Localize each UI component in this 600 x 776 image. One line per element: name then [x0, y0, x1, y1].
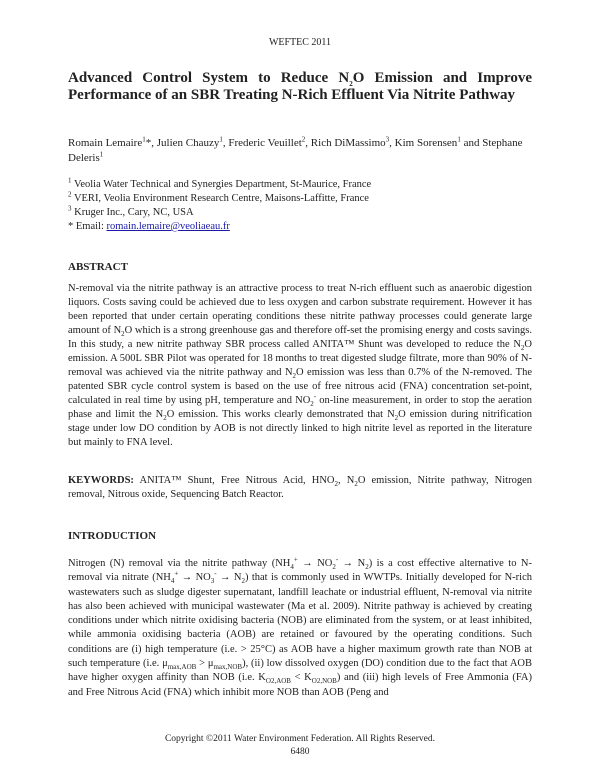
- email-label: * Email:: [68, 221, 104, 232]
- abstract-text: [68, 282, 532, 450]
- subscript: 2: [292, 372, 297, 381]
- running-header: WEFTEC 2011: [268, 37, 332, 48]
- keywords-text: O emission, Nitrite pathway, Nitrogen removal, Nitrous oxide, Sequencing Batch Reactor.: [68, 475, 532, 500]
- subscript: 2: [121, 330, 125, 339]
- abstract-fragment: N-removal via the nitrite pathway is an attractive process to treat N-rich effluent such as anaerobic digestion liquors. Costs saving could be achieved due to less oxygen and carbon substrate requirement. However it has been reported that under certain operating conditions these nitrite pathway processes could generate large amount of N: [68, 283, 532, 336]
- affiliation-text: VERI, Veolia Environment Research Centre, Maisons-Laffitte, France: [73, 193, 369, 204]
- author: Frederic Veuillet: [228, 137, 302, 149]
- superscript: -: [313, 392, 317, 401]
- intro-fragment: > μ: [196, 658, 214, 670]
- author-list: Romain Lemaire$^1$*, Julien Chauzy$^1$, Frederic Veuillet$^2$, Rich DiMassimo$^3$, Kim Sorensen$^1$ and Stephane Deleris$^1$: [68, 135, 523, 164]
- subscript: 2: [354, 480, 358, 489]
- intro-fragment: ) that is commonly used in WWTPs. Initially developed for N-rich wastewaters such as sludge digester supernatant, landfill leachate or industrial effluent, N-removal via nitrite has also been achieved with municipal wastewater (Ma et al. 2009). Nitrite pathway is achieved by creating conditions under which nitrite oxidising bacteria (NOB) are eliminated from the system, or at least inhibited, while ammonia oxidising bacteria (AOB) are retained or favoured by the operating conditions. Such conditions are (i) high temperature (i.e. > 25°C) as AOB have a higher maximum growth rate than NOB at such temperature (i.e. μ: [68, 572, 532, 670]
- introduction-text: [68, 557, 532, 700]
- affiliation-list: [68, 178, 532, 234]
- superscript: -: [335, 555, 339, 564]
- title-text: Advanced Control System to Reduce N: [68, 70, 350, 86]
- affiliation: [68, 178, 532, 192]
- intro-fragment: → NO: [297, 558, 333, 569]
- superscript: +: [174, 569, 179, 578]
- author: Rich DiMassimo: [310, 137, 386, 149]
- author-affiliation-mark: 2: [301, 135, 306, 144]
- affiliation: [68, 192, 532, 206]
- affiliation-mark: 3: [68, 204, 72, 213]
- subscript: 4: [290, 563, 294, 572]
- author: Stephane Deleris: [68, 137, 523, 164]
- affiliation-text: Kruger Inc., Cary, NC, USA: [74, 207, 194, 218]
- subscript: 2: [310, 400, 314, 409]
- keywords-paragraph: [68, 474, 532, 502]
- abstract-fragment: O emission. This works clearly demonstrated that N: [166, 409, 395, 420]
- intro-fragment: → N: [338, 558, 366, 569]
- paper-title: [68, 70, 532, 104]
- title-text: O Emission and Improve Performance of an SBR Treating N-Rich Effluent Via Nitrite Pathway: [68, 70, 532, 103]
- superscript: -: [214, 569, 217, 578]
- keywords-text: ANITA™ Shunt, Free Nitrous Acid, HNO: [133, 475, 335, 486]
- introduction-heading: INTRODUCTION: [68, 530, 157, 542]
- intro-fragment: Nitrogen (N) removal via the nitrite pathway (NH: [68, 558, 291, 569]
- author: Romain Lemaire: [68, 137, 143, 149]
- author: Kim Sorensen: [394, 137, 458, 149]
- subscript: 2: [520, 344, 525, 353]
- author-affiliation-mark: 3: [385, 135, 390, 144]
- subscript: O2,AOB: [265, 677, 291, 686]
- intro-fragment: < K: [290, 672, 312, 684]
- intro-fragment: ) is a cost effective alternative to N-removal via nitrate (NH: [68, 558, 532, 584]
- affiliation-mark: 1: [68, 176, 72, 185]
- affiliation-text: Veolia Water Technical and Synergies Department, St-Maurice, France: [73, 179, 372, 190]
- author-affiliation-mark: 1: [457, 135, 461, 144]
- affiliation-mark: 2: [68, 190, 72, 199]
- email-link[interactable]: romain.lemaire@veoliaeau.fr: [106, 221, 230, 232]
- author-affiliation-mark: 1: [142, 135, 146, 144]
- page-footer: [0, 733, 600, 759]
- intro-fragment: ) and (iii) high levels of Free Ammonia (FA) and Free Nitrous Acid (FNA) which inhibit more NOB than AOB (Peng and: [68, 672, 532, 698]
- author-affiliation-mark: 1: [99, 150, 104, 159]
- subscript: O2,NOB: [311, 677, 337, 686]
- abstract-fragment: O which is a strong greenhouse gas and therefore off-set the promising energy and costs savings. In this study, a new nitrite pathway SBR process called ANITA™ Shunt was developed to reduce the N: [68, 325, 533, 350]
- subscript: 2: [394, 414, 399, 423]
- corresponding-mark: *: [145, 137, 152, 149]
- abstract-fragment: O emission. A 500L SBR Pilot was operated for 18 months to treat digested sludge filtrate, more than 90% of N-removal was achieved via the nitrite pathway and N: [68, 339, 532, 378]
- subscript: 3: [210, 577, 215, 586]
- abstract-heading: ABSTRACT: [68, 261, 128, 273]
- intro-fragment: ), (ii) low dissolved oxygen (DO) condition due to the fact that AOB have higher oxygen affinity than NOB (i.e. K: [68, 658, 532, 684]
- abstract-fragment: O emission was less than 0.7% of the N-removed. The patented SBR cycle control system is based on the use of free nitrous acid (FNA) concentration set-point, calculated in real time by using pH, temperature and NO: [68, 367, 532, 406]
- superscript: +: [293, 555, 298, 564]
- subscript: 2: [332, 563, 336, 572]
- keywords-label: KEYWORDS:: [68, 475, 134, 486]
- subscript: max,NOB: [213, 663, 243, 672]
- affiliation: [68, 206, 532, 220]
- keywords-text: , N: [338, 475, 355, 486]
- subscript: 2: [365, 563, 369, 572]
- subscript: 2: [241, 577, 245, 586]
- subscript: 2: [163, 414, 167, 423]
- subscript: max,AOB: [167, 663, 197, 672]
- intro-fragment: → NO: [178, 572, 211, 584]
- email-line: [68, 220, 532, 234]
- title-subscript: 2: [349, 80, 353, 88]
- subscript: 2: [334, 480, 339, 489]
- abstract-fragment: O emission during nitrification stage under low DO condition by AOB is not directly linked to high nitrite level as reported in the literature but mainly to FNA level.: [68, 409, 532, 448]
- subscript: 4: [170, 577, 175, 586]
- author-affiliation-mark: 1: [219, 135, 223, 144]
- page-number: 6480: [290, 747, 310, 757]
- intro-fragment: → N: [216, 572, 242, 584]
- abstract-fragment: on-line measurement, in order to stop the aeration phase and limit the N: [68, 395, 532, 420]
- copyright-notice: Copyright ©2011 Water Environment Federation. All Rights Reserved.: [164, 734, 436, 744]
- author: Julien Chauzy: [156, 137, 220, 149]
